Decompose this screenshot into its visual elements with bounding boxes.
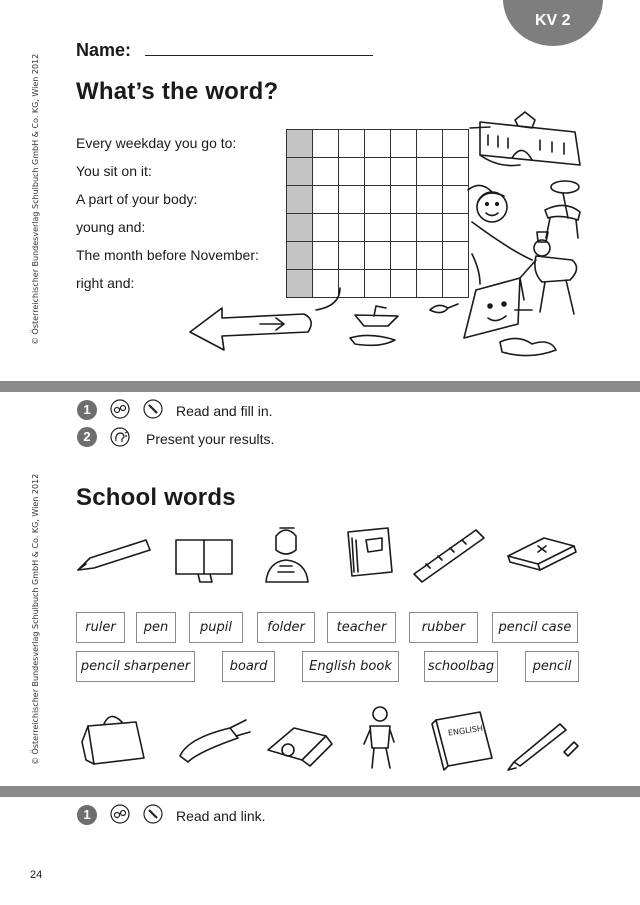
pencil-icon: [143, 399, 163, 419]
word-card[interactable]: schoolbag: [424, 651, 498, 682]
word-card[interactable]: pencil: [525, 651, 579, 682]
step-number-1: 1: [77, 400, 97, 420]
pencil-case-drawing-icon: [180, 720, 250, 762]
instruction-present: Present your results.: [146, 431, 275, 447]
clue-5: The month before November:: [76, 247, 259, 263]
english-book-drawing-icon: [432, 712, 492, 770]
link-arrows: [316, 127, 532, 310]
clue-1: Every weekday you go to:: [76, 135, 237, 151]
crossword-illustrations: [180, 110, 600, 360]
step-number-2: 2: [77, 427, 97, 447]
pencil-sharpener-drawing-icon: [268, 728, 332, 766]
divider-band-1: [0, 381, 640, 392]
word-card[interactable]: board: [222, 651, 275, 682]
arrow-left-icon: [190, 308, 311, 350]
reading-glasses-icon: [110, 804, 130, 824]
pencil-icon: [143, 804, 163, 824]
schoolbag-drawing-icon: [82, 716, 144, 764]
boat-icon: [350, 306, 398, 345]
reading-glasses-icon: [110, 399, 130, 419]
clue-2: You sit on it:: [76, 163, 152, 179]
word-card[interactable]: pencil sharpener: [76, 651, 195, 682]
clue-6: right and:: [76, 275, 135, 291]
copyright-notice-bottom: © Österreichischer Bundesverlag Schulbuch GmbH & Co. KG, Wien 2012: [31, 473, 40, 765]
divider-band-2: [0, 786, 640, 797]
school-building-icon: [480, 112, 580, 166]
board-drawing-icon: [176, 540, 232, 582]
speaking-icon: [110, 427, 130, 447]
section-title-whats-the-word: What’s the word?: [76, 78, 279, 105]
section-title-school-words: School words: [76, 484, 236, 511]
head-icon: [477, 192, 507, 222]
word-card[interactable]: pen: [136, 612, 176, 643]
folder-drawing-icon: [348, 528, 392, 576]
name-label: Name:: [76, 40, 132, 60]
teacher-drawing-icon: [364, 707, 394, 768]
word-card[interactable]: English book: [302, 651, 399, 682]
bird-icon: [430, 304, 458, 313]
clue-3: A part of your body:: [76, 191, 198, 207]
ruler-drawing-icon: [414, 530, 484, 582]
word-card[interactable]: teacher: [327, 612, 396, 643]
name-field[interactable]: [145, 55, 373, 56]
kv-label: KV 2: [535, 12, 571, 29]
step-number-1-link: 1: [77, 805, 97, 825]
word-card[interactable]: pencil case: [492, 612, 578, 643]
old-man-icon: [520, 232, 577, 314]
copyright-notice-top: © Österreichischer Bundesverlag Schulbuch GmbH & Co. KG, Wien 2012: [31, 53, 40, 345]
page-number: 24: [30, 869, 43, 881]
instruction-read-link: Read and link.: [176, 808, 266, 824]
pen-drawing-icon: [508, 724, 578, 770]
cloud-icon: [500, 338, 556, 355]
clue-4: young and:: [76, 219, 146, 235]
stool-icon: [545, 181, 580, 238]
english-book-label: ENGLISH: [447, 723, 484, 738]
school-items-top: [70, 522, 590, 590]
word-card[interactable]: ruler: [76, 612, 125, 643]
rubber-drawing-icon: [508, 538, 576, 570]
word-card[interactable]: folder: [257, 612, 315, 643]
school-items-bottom: [70, 702, 590, 774]
pupil-drawing-icon: [266, 528, 308, 582]
instruction-read-fill: Read and fill in.: [176, 403, 273, 419]
word-card[interactable]: pupil: [189, 612, 243, 643]
word-card[interactable]: rubber: [409, 612, 478, 643]
pencil-drawing-icon: [78, 540, 150, 570]
